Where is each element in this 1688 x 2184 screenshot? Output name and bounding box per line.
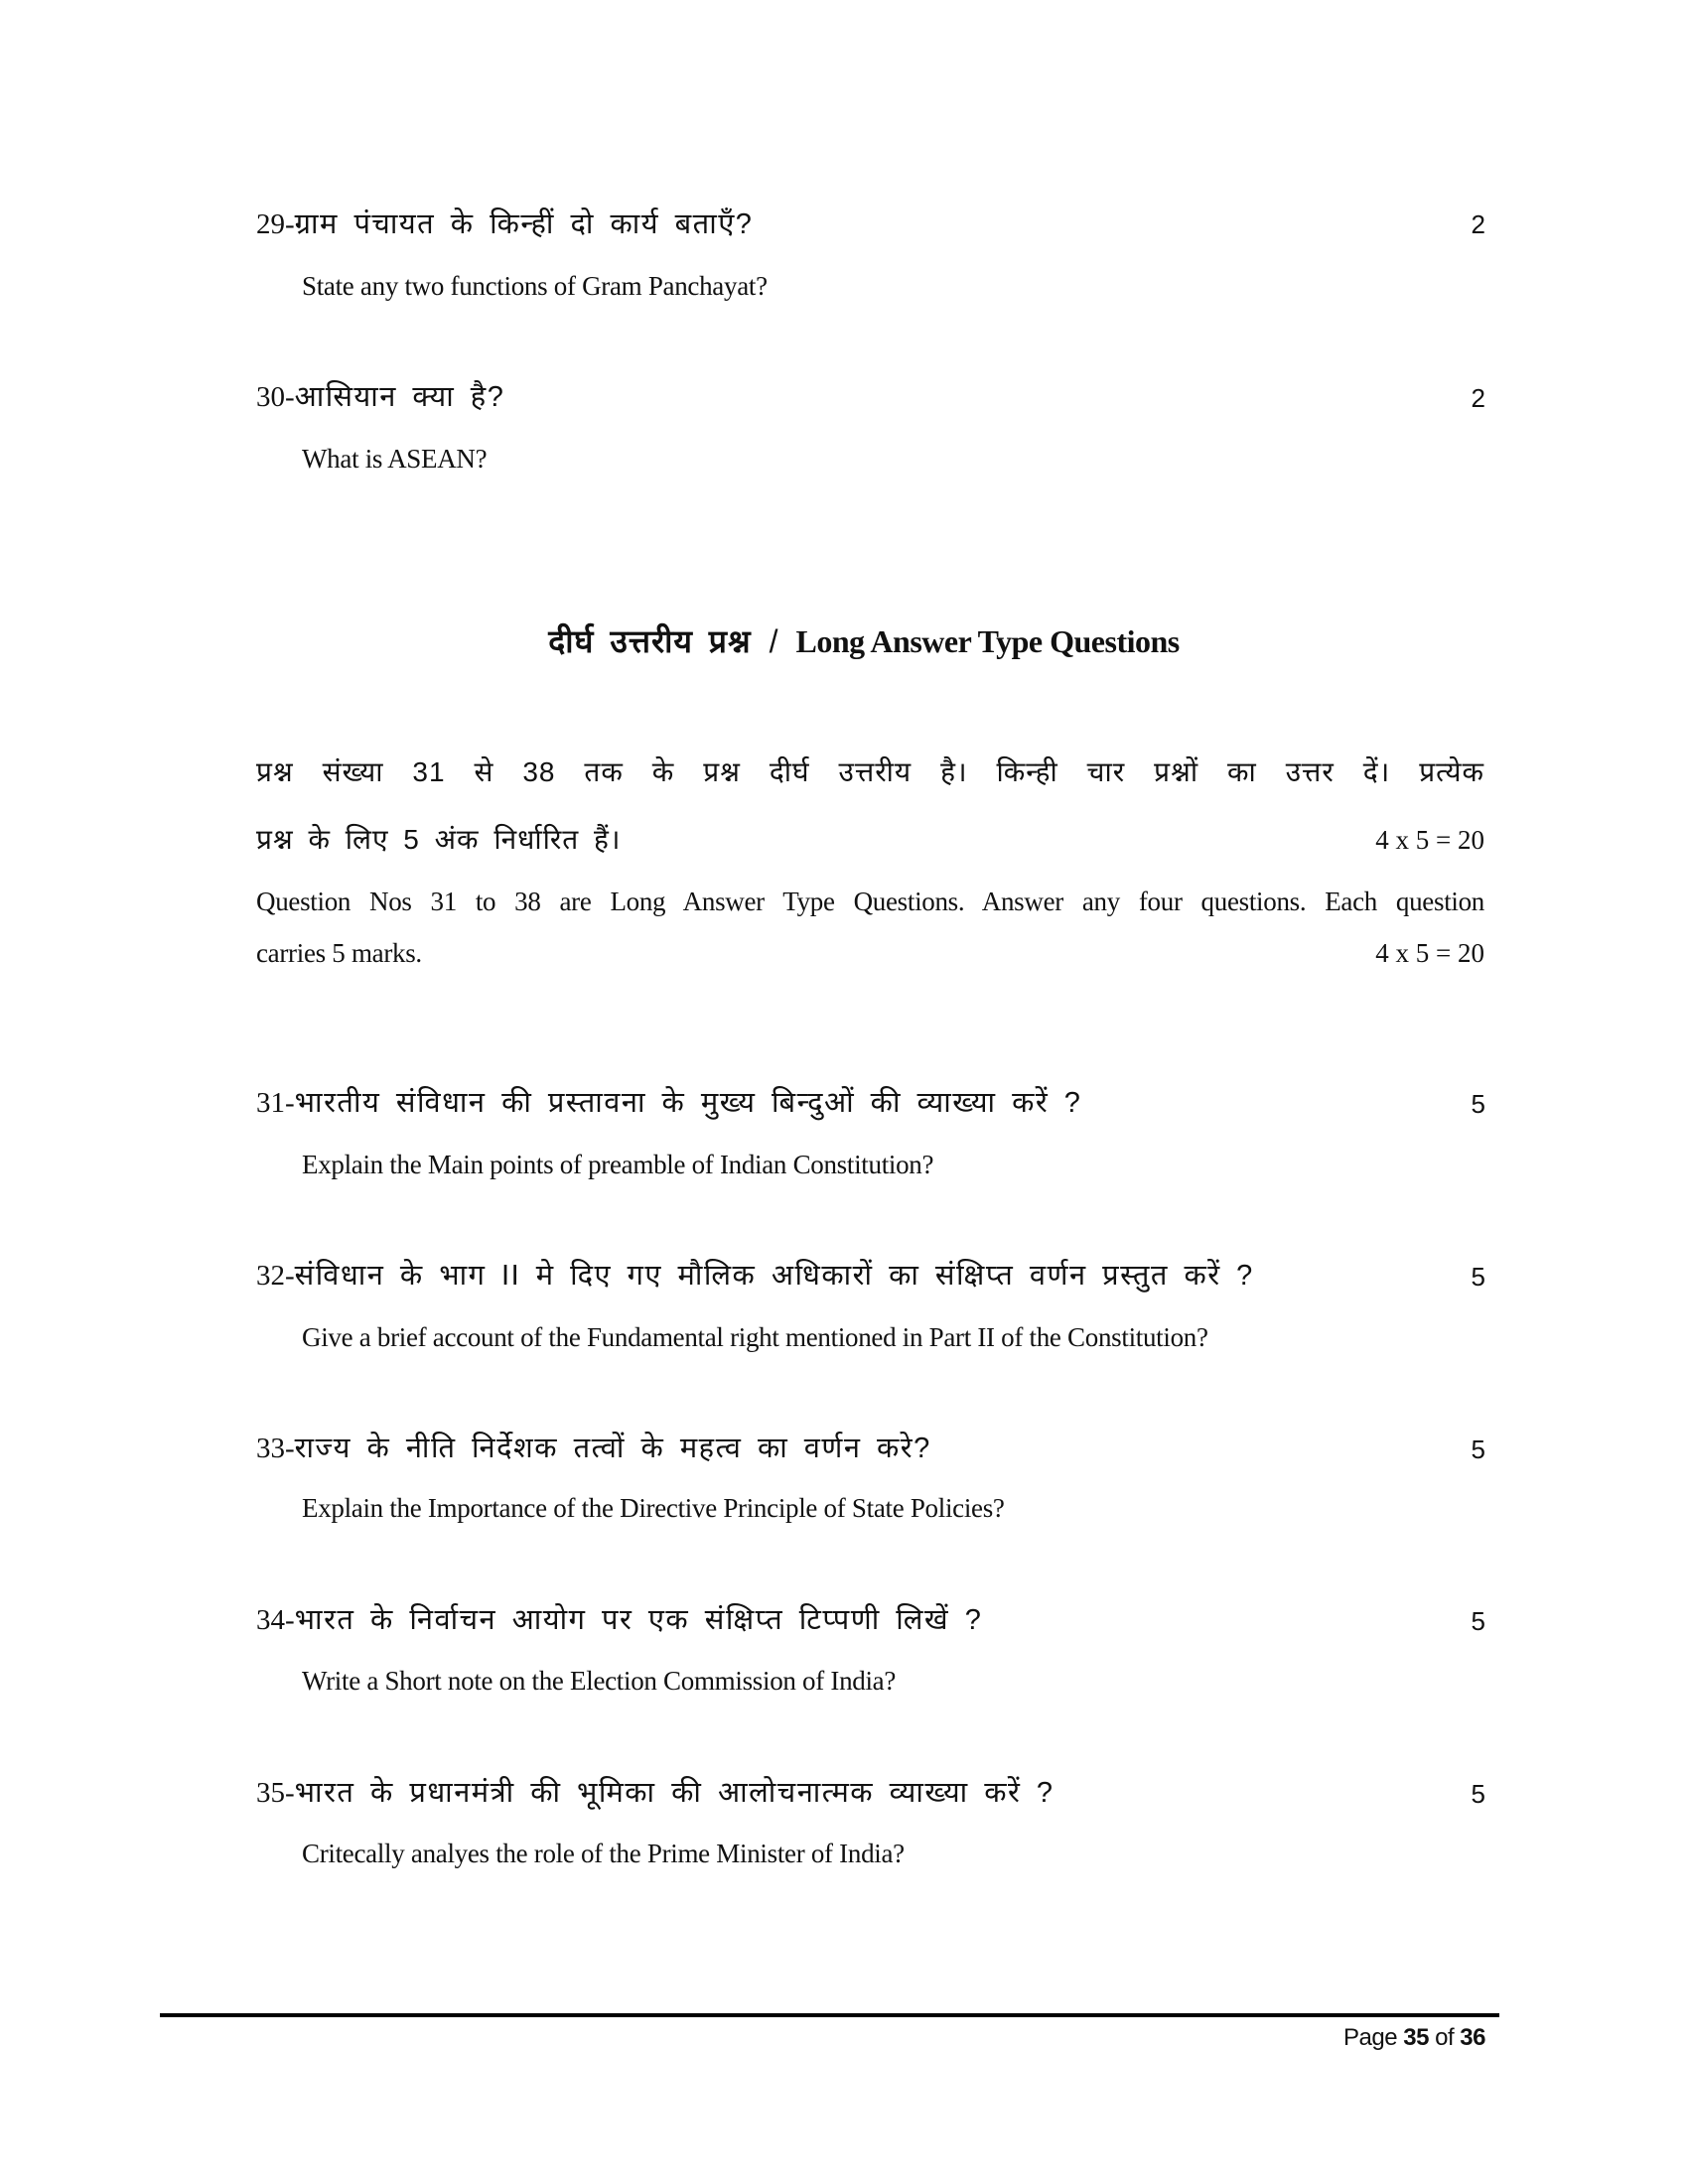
question-number: 31 [256,1087,285,1119]
question-english: What is ASEAN? [302,444,488,474]
question-hindi: संविधान के भाग II मे दिए गए मौलिक अधिकारों का संक्षिप्त वर्णन प्रस्तुत करें ? [294,1260,1254,1292]
question-hindi-text [256,1775,1055,1811]
instructions-hindi-line2: प्रश्न के लिए 5 अंक निर्धारित हैं। [256,824,622,855]
footer-divider [160,2013,1499,2017]
total-pages: 36 [1460,2024,1485,2051]
question-dash: - [285,1433,295,1464]
question-hindi-text [256,1085,1081,1121]
question-hindi-text [256,1431,931,1466]
question-english: Explain the Main points of preamble of Indian Constitution? [302,1150,934,1179]
section-heading-separator: / [769,623,778,659]
of-label: of [1435,2024,1455,2051]
question-dash: - [285,208,295,240]
page-number [1343,2023,1485,2053]
question-hindi-text [256,1258,1254,1294]
instructions-english-line2-row [256,938,1484,969]
instructions-hindi [256,754,1484,858]
question-marks: 5 [1471,1434,1485,1464]
question-marks: 2 [1471,209,1485,239]
section-heading [0,621,1688,661]
question-marks: 5 [1471,1779,1485,1809]
instructions-hindi-line2-row [256,820,1484,858]
question-dash: - [285,381,295,413]
question-marks: 5 [1471,1089,1485,1119]
section-heading-english: Long Answer Type Questions [795,623,1180,659]
question-english: Explain the Importance of the Directive Principle of State Policies? [302,1493,1005,1523]
question-english: State any two functions of Gram Panchayat? [302,271,768,301]
question-hindi: भारत के प्रधानमंत्री की भूमिका की आलोचनात्मक व्याख्या करें ? [294,1777,1055,1809]
instructions-english-line2: carries 5 marks. [256,938,422,968]
question-english: Give a brief account of the Fundamental right mentioned in Part II of the Constitution? [302,1322,1208,1352]
question-english: Critecally analyes the role of the Prime Minister of India? [302,1839,905,1868]
question-dash: - [285,1777,295,1809]
question-number: 33 [256,1433,285,1464]
question-hindi: ग्राम पंचायत के किन्हीं दो कार्य बताएँ? [294,208,754,240]
instructions-hindi-line1: प्रश्न संख्या 31 से 38 तक के प्रश्न दीर्घ उत्तरीय है। किन्ही चार प्रश्नों का उत्तर दें। प्रत्येक [256,756,1484,787]
instructions-english-line1: Question Nos 31 to 38 are Long Answer Type Questions. Answer any four questions. Each question [256,887,1484,916]
question-dash: - [285,1604,295,1636]
question-marks: 5 [1471,1606,1485,1636]
current-page: 35 [1403,2024,1429,2051]
question-marks: 2 [1471,383,1485,413]
question-marks: 5 [1471,1262,1485,1292]
marks-formula-english: 4 x 5 = 20 [1375,938,1484,968]
question-dash: - [285,1087,295,1119]
marks-formula-hindi: 4 x 5 = 20 [1375,825,1484,855]
question-number: 34 [256,1604,285,1636]
question-number: 29 [256,208,285,240]
section-heading-hindi: दीर्घ उत्तरीय प्रश्न [548,623,752,659]
page-label: Page [1343,2024,1398,2051]
question-dash: - [285,1260,295,1292]
question-hindi-text [256,379,504,415]
question-number: 32 [256,1260,285,1292]
question-hindi: आसियान क्या है? [294,381,505,413]
question-hindi: भारतीय संविधान की प्रस्तावना के मुख्य बिन्दुओं की व्याख्या करें ? [294,1087,1082,1119]
question-number: 30 [256,381,285,413]
question-hindi: राज्य के नीति निर्देशक तत्वों के महत्व का वर्णन करे? [294,1433,931,1464]
question-hindi: भारत के निर्वाचन आयोग पर एक संक्षिप्त टिप्पणी लिखें ? [294,1604,983,1636]
instructions-english [256,886,1484,969]
question-number: 35 [256,1777,285,1809]
question-hindi-text [256,206,753,242]
question-hindi-text [256,1602,982,1638]
question-english: Write a Short note on the Election Commission of India? [302,1666,897,1696]
